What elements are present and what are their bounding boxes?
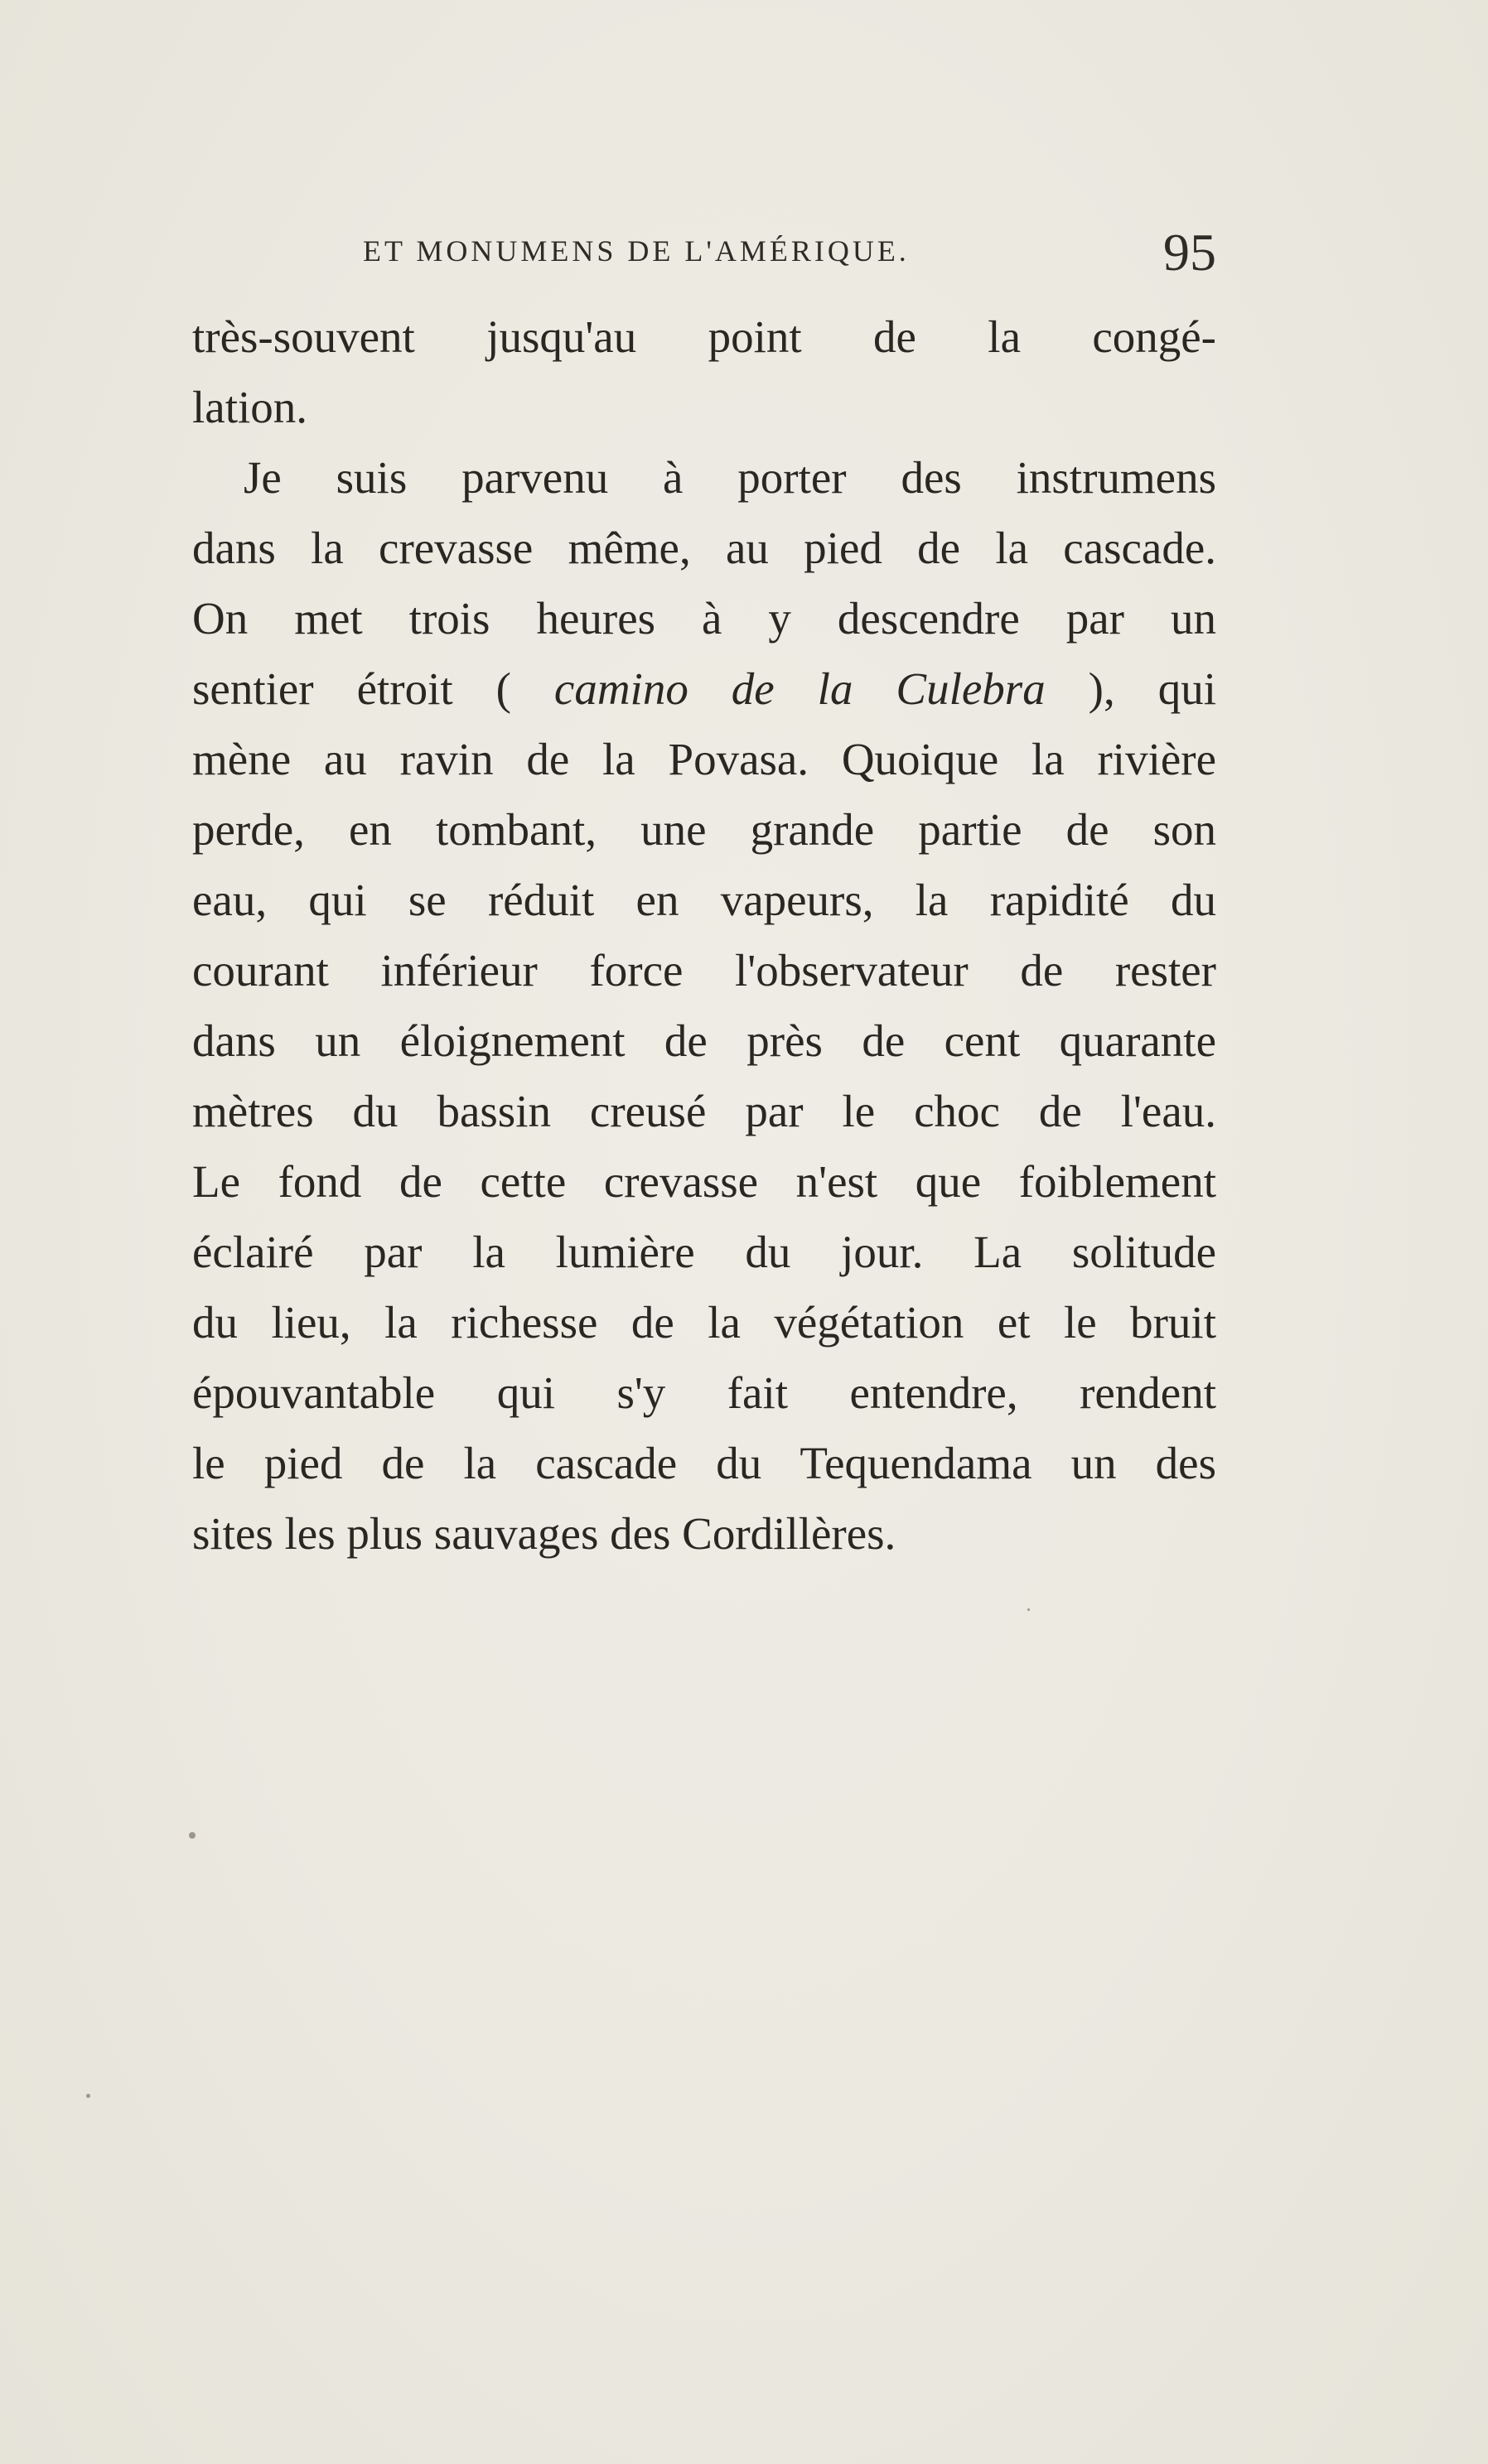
text-line: Le fond de cette crevasse n'est que foiblement <box>192 1156 1216 1207</box>
speck <box>1027 1608 1030 1611</box>
text-line: eau, qui se réduit en vapeurs, la rapidité du <box>192 875 1216 925</box>
text-line: dans la crevasse même, au pied de la cascade. <box>192 523 1216 573</box>
running-title: ET MONUMENS DE L'AMÉRIQUE. <box>363 234 910 268</box>
text-line: sites les plus sauvages des Cordillères. <box>192 1508 896 1559</box>
text-segment: sentier étroit ( <box>192 663 554 714</box>
text-line <box>192 653 1216 724</box>
text-line: courant inférieur force l'observateur de rester <box>192 945 1216 996</box>
text-line: le pied de la cascade du Tequendama un des <box>192 1438 1216 1488</box>
text-line: Je suis parvenu à porter des instrumens <box>244 452 1216 503</box>
text-line: mètres du bassin creusé par le choc de l'eau. <box>192 1086 1216 1136</box>
speck <box>189 1832 196 1839</box>
text-line: dans un éloignement de près de cent quarante <box>192 1015 1216 1066</box>
body-text <box>192 301 1216 1569</box>
running-head <box>192 222 1216 288</box>
text-line: du lieu, la richesse de la végétation et le bruit <box>192 1297 1216 1348</box>
italic-phrase: camino de la Culebra <box>553 663 1046 714</box>
text-line: mène au ravin de la Povasa. Quoique la rivière <box>192 734 1216 784</box>
text-line: éclairé par la lumière du jour. La solitude <box>192 1227 1216 1277</box>
text-line: lation. <box>192 382 308 432</box>
text-line: épouvantable qui s'y fait entendre, rendent <box>192 1367 1216 1418</box>
page-number: 95 <box>1163 223 1216 282</box>
text-segment: ), qui <box>1045 663 1216 714</box>
speck <box>86 2094 90 2098</box>
text-line: On met trois heures à y descendre par un <box>192 593 1216 644</box>
text-line: perde, en tombant, une grande partie de son <box>192 804 1216 855</box>
text-line: très-souvent jusqu'au point de la congé- <box>192 311 1216 362</box>
